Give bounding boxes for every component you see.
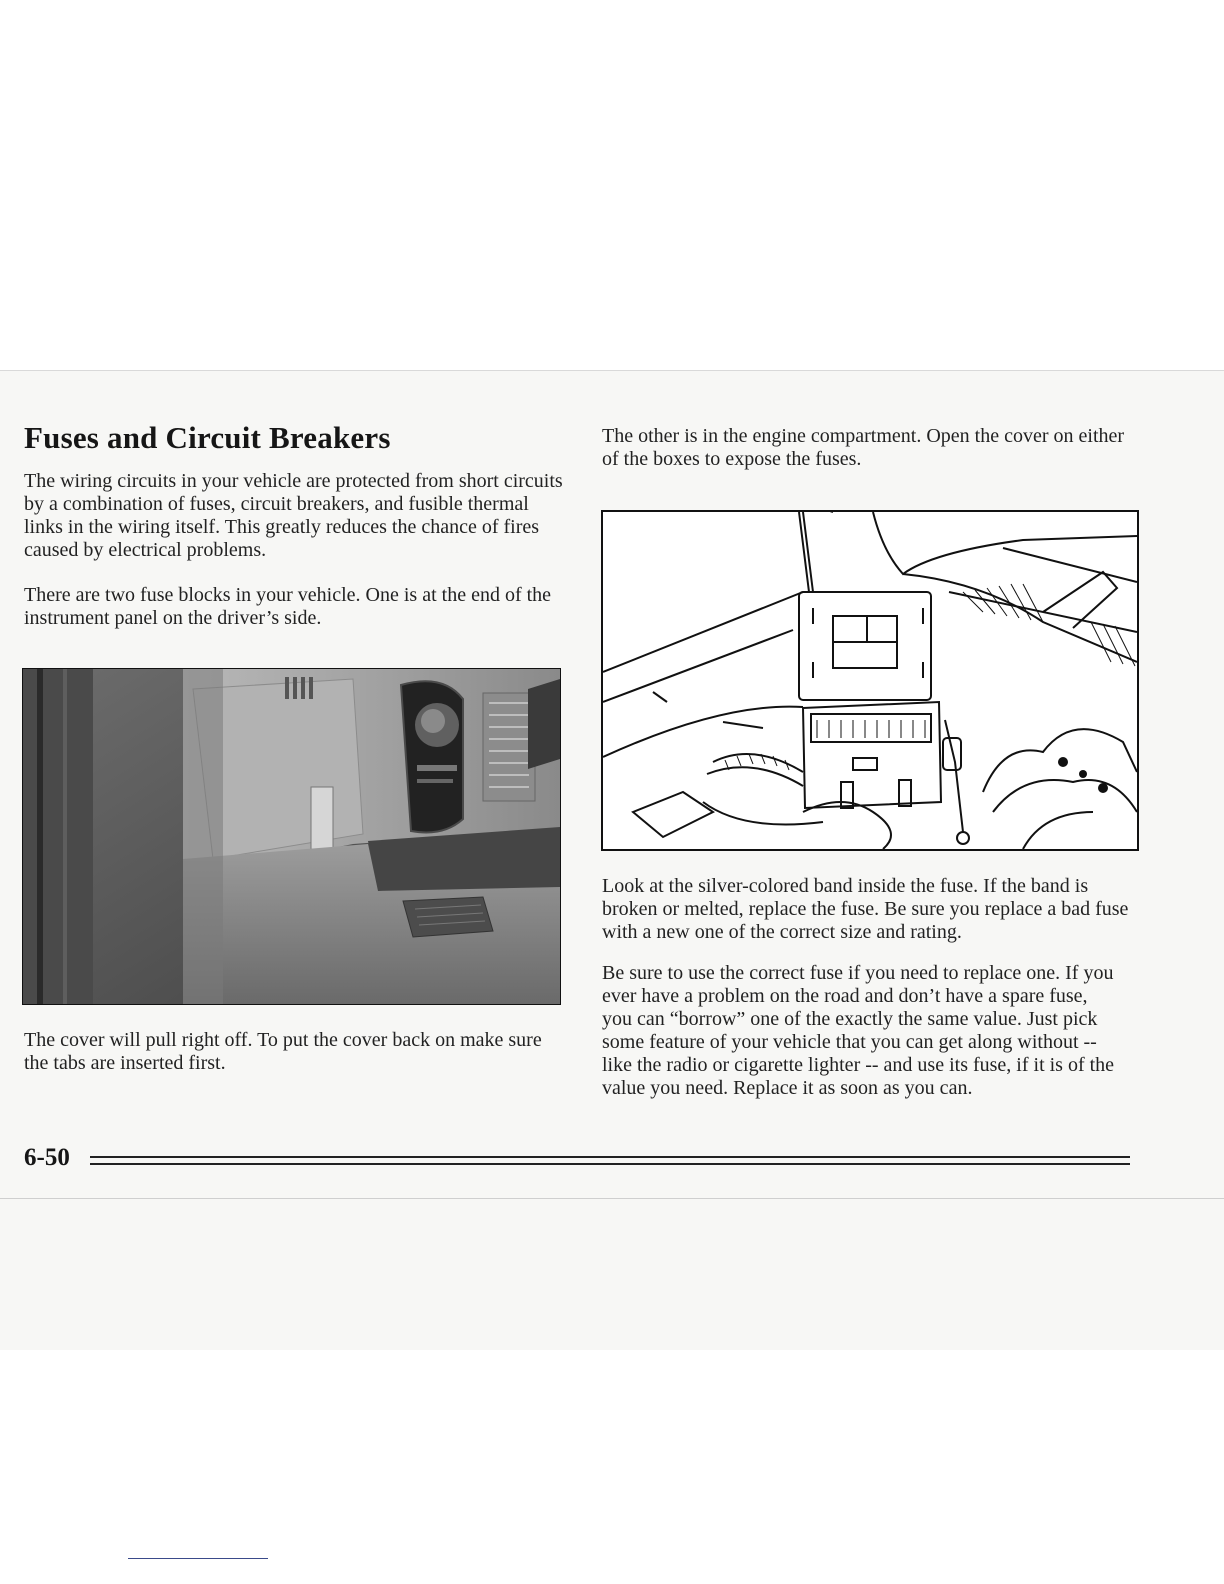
intro-paragraph: The wiring circuits in your vehicle are protected from short circuits by a combination of fuses, circuit breakers, and fusible thermal links in the wiring itself. This greatly reduces the chance of fires caused by electrical problems. <box>24 470 563 561</box>
footer-rule-bottom <box>90 1163 1130 1165</box>
page-top-edge <box>0 370 1224 371</box>
instrument-panel-illustration <box>23 669 560 1004</box>
engine-compartment-fuse-box-diagram <box>601 510 1139 851</box>
instrument-panel-fuse-cover-photo <box>22 668 561 1005</box>
fuse-inspection-paragraph: Look at the silver-colored band inside the fuse. If the band is broken or melted, replace the fuse. Be sure you replace a bad fuse with a new one of the correct size and rating. <box>602 875 1129 943</box>
scan-artifact-line <box>128 1558 268 1559</box>
section-heading: Fuses and Circuit Breakers <box>24 420 391 455</box>
page-number: 6-50 <box>24 1144 70 1171</box>
page-bottom-edge <box>0 1198 1224 1199</box>
cover-removal-paragraph: The cover will pull right off. To put the cover back on make sure the tabs are inserted first. <box>24 1029 542 1074</box>
engine-fuse-box-illustration <box>603 512 1137 849</box>
footer-rule-top <box>90 1156 1130 1158</box>
fuse-blocks-paragraph: There are two fuse blocks in your vehicle. One is at the end of the instrument panel on the driver’s side. <box>24 584 552 629</box>
fuse-replacement-paragraph: Be sure to use the correct fuse if you need to replace one. If you ever have a problem on the road and don’t have a spare fuse, you can “borrow” one of the exactly the same value. Just pick some feature of your vehicle that you can get along without -- like the radio or cigarette lighter -- and use its fuse, if it is of the value you need. Replace it as soon as you can. <box>602 962 1115 1099</box>
engine-fuse-block-paragraph: The other is in the engine compartment. Open the cover on either of the boxes to expose the fuses. <box>602 425 1125 470</box>
